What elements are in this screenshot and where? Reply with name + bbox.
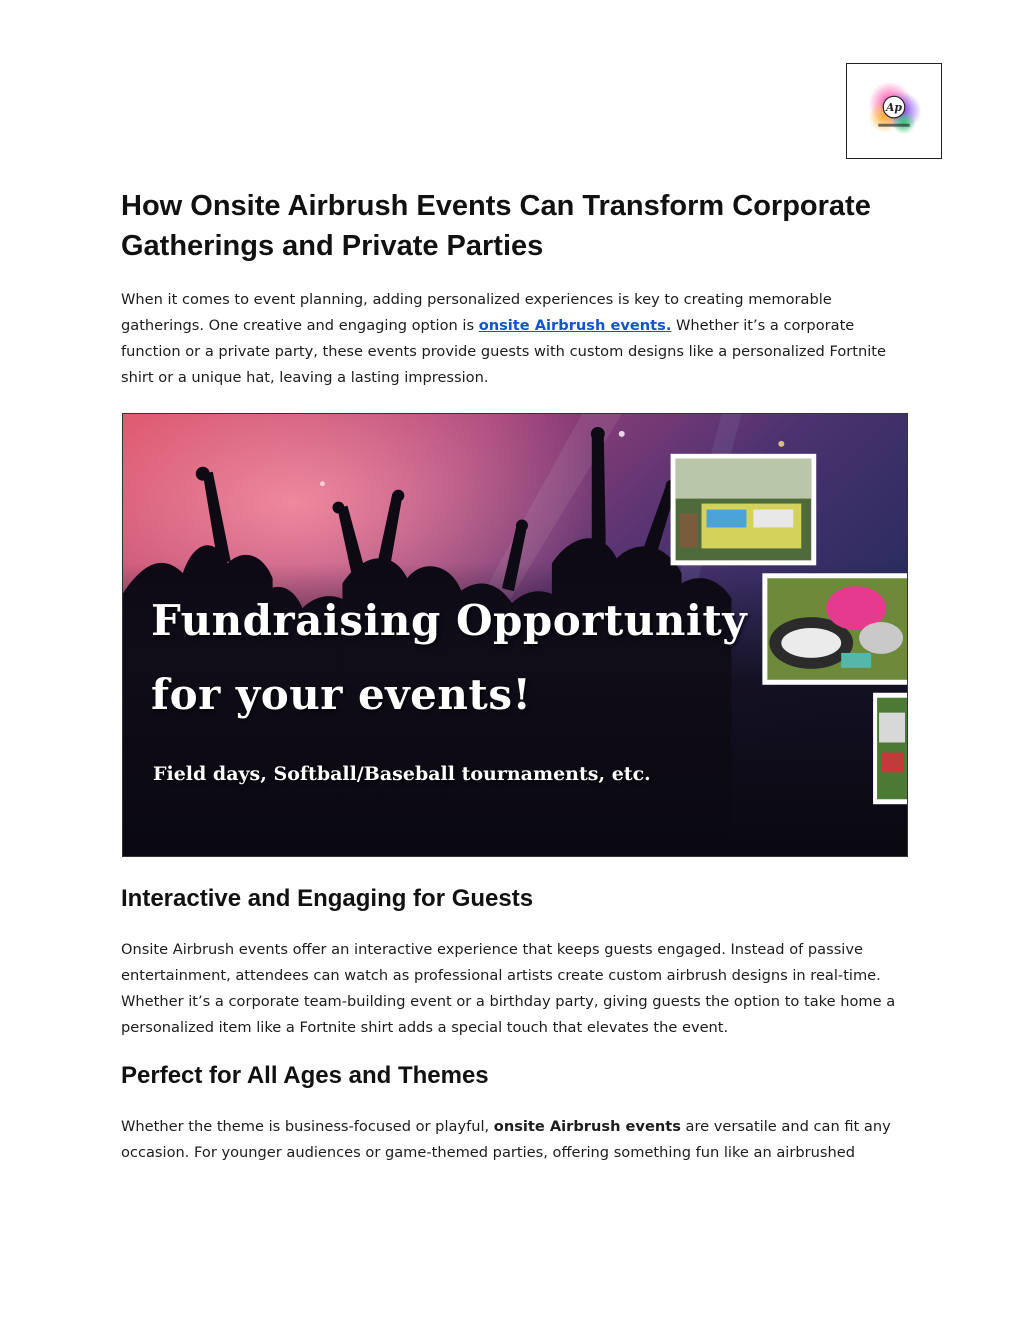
section2-bold-text: onsite Airbrush events <box>493 1118 681 1135</box>
section-body-interactive: Onsite Airbrush events offer an interactive experience that keeps guests engaged. Instead of passive entertainment, attendees can watch as professional artists create custom airbrush designs in real-time. Whether it’s a corporate team-building event or a birthday party, giving guests the option to take home a personalized item like a Fortnite shirt adds a special touch that elevates the event. <box>121 941 896 1036</box>
hero-subline: Field days, Softball/Baseball tournaments, etc. <box>153 763 651 785</box>
section2-text-after: are versatile and can fit any occasion. For younger audiences or game-themed parties, offering something fun like an airbrushed <box>121 1118 891 1161</box>
onsite-airbrush-link[interactable] <box>479 317 672 334</box>
section-heading-interactive: Interactive and Engaging for Guests <box>121 885 534 912</box>
inset-photo-helmets <box>762 573 907 684</box>
section2-text-before: Whether the theme is business-focused or playful, <box>121 1118 494 1135</box>
inset-photo-booth <box>671 454 817 565</box>
airbrush-logo-icon <box>847 64 941 158</box>
page-title: How Onsite Airbrush Events Can Transform Corporate Gatherings and Private Parties <box>121 190 871 262</box>
link-text: onsite Airbrush events <box>478 317 666 334</box>
intro-text-after: Whether it’s a corporate function or a private party, these events provide guests with custom designs like a personalized Fortnite shirt or a unique hat, leaving a lasting impression. <box>121 317 886 386</box>
intro-paragraph <box>121 287 911 391</box>
brand-logo[interactable] <box>846 63 942 159</box>
inset-photo-field <box>873 693 907 804</box>
intro-text-before: When it comes to event planning, adding personalized experiences is key to creating memorable gatherings. One creative and engaging option is <box>121 291 832 334</box>
section-body-ages-themes <box>121 1114 911 1166</box>
hero-headline-line1: Fundraising Opportunity <box>151 596 748 645</box>
link-punct: . <box>665 317 672 334</box>
hero-headline-line2: for your events! <box>151 670 532 719</box>
logo-initials: Ap <box>886 101 902 114</box>
section-heading-ages-themes: Perfect for All Ages and Themes <box>121 1062 489 1089</box>
hero-image <box>122 413 908 857</box>
